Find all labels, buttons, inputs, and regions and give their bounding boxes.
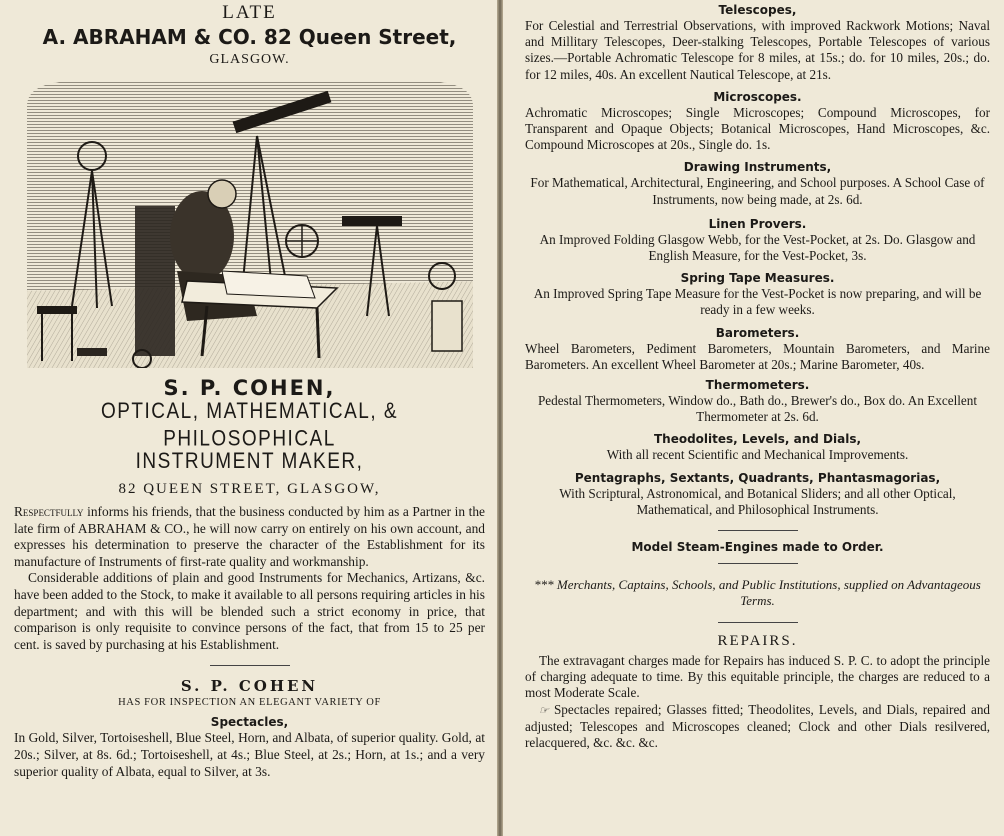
repairs-text: The extravagant charges made for Repairs has induced S. P. C. to adopt the principle of charging adequate to time. By this equitable principle, the charges are reduced to a most Moderate Scale. xyxy=(525,653,990,701)
abraham-address: A. ABRAHAM & CO. 82 Queen Street, xyxy=(42,25,457,49)
spring-text: An Improved Spring Tape Measure for the Vest-Pocket is now preparing, and will be ready in a few weeks. xyxy=(533,286,982,318)
drawing-text: For Mathematical, Architectural, Engineering, and School purposes. A School Case of Instruments, now being made, at 2s. 6d. xyxy=(530,175,985,207)
microscopes-text: Achromatic Microscopes; Single Microscopes; Compound Microscopes, for Transparent and Opaque Objects; Botanical Microscopes, Hand Microscopes, &c. Compound Microscopes at 20s., Single do. 1s. xyxy=(525,104,990,153)
divider-rule-right-2 xyxy=(718,563,798,564)
barometers-text: Wheel Barometers, Pediment Barometers, Mountain Barometers, and Marine Barometers. An excellent Wheel Barometer at 20s.; Marine Barometer, 40s. xyxy=(525,340,990,372)
left-page xyxy=(0,0,497,836)
spectacles-text: In Gold, Silver, Tortoiseshell, Blue Steel, Horn, and Albata, of superior quality. Gold, at 20s.; Silver, at 8s. 6d.; Tortoiseshell, at 4s.; Blue Steel, at 2s.; Horn, at 1s.; and a very superior quality of Albata, equal to Silver, at 3s. xyxy=(14,730,485,779)
repairs-heading: REPAIRS. xyxy=(717,633,798,650)
steam-engines-heading: Model Steam-Engines made to Order. xyxy=(631,540,884,555)
glasgow-line: GLASGOW. xyxy=(209,52,290,67)
respectfully-paragraph xyxy=(14,504,485,570)
cohen-name: S. P. COHEN, xyxy=(163,376,336,400)
respectfully-text: informs his friends, that the business conducted by him as a Partner in the late firm of ABRAHAM & CO., he will now carry on entirely on his own account, and expresses his determination to preserve the character of the Establishment for its manufacture of Instruments of first-rate quality and workmanship. xyxy=(14,504,485,569)
spectacles-repaired-body: Spectacles repaired; Glasses fitted; Theodolites, Levels, and Dials, repaired and adjusted; Telescopes and Microscopes cleaned; Clock and other Dials resilvered, relacquered, &c. &c. &c. xyxy=(525,701,991,751)
instrument-maker-engraving xyxy=(17,76,483,368)
right-page xyxy=(503,0,1004,836)
queen-street-address: 82 QUEEN STREET, GLASGOW, xyxy=(118,481,381,497)
spectacles-repaired-text xyxy=(525,702,990,752)
pointing-hand-icon: ☞ xyxy=(539,704,549,717)
linen-text: An Improved Folding Glasgow Webb, for the Vest-Pocket, at 2s. Do. Glasgow and English Measure, for the Vest-Pocket, 3s. xyxy=(539,231,976,264)
merchants-note: *** Merchants, Captains, Schools, and Public Institutions, supplied on Advantageous Terms. xyxy=(534,577,981,609)
additions-paragraph: Considerable additions of plain and good Instruments for Mechanics, Artizans, &c. have been added to the Stock, to make it available to all persons requiring articles in his department; and with this will be blended such a strict economy in price, that comparison is only requisite to convince persons of the fact, that from 15 to 25 per cent. is saved by purchasing at his Establishment. xyxy=(14,570,485,652)
linen-heading: Linen Provers. xyxy=(708,216,807,231)
thermometers-heading: Thermometers. xyxy=(705,378,810,393)
pentagraphs-text: With Scriptural, Astronomical, and Botanical Sliders; and all other Optical, Mathematical, and Philosophical Instruments. xyxy=(559,485,956,517)
spectacles-heading: Spectacles, xyxy=(210,715,289,730)
microscopes-heading: Microscopes. xyxy=(713,89,802,104)
theodolites-text: With all recent Scientific and Mechanical Improvements. xyxy=(606,447,909,463)
pentagraphs-heading: Pentagraphs, Sextants, Quadrants, Phantasmagorias, xyxy=(574,470,941,485)
respectfully-lead: Respectfully xyxy=(14,504,84,519)
divider-rule-right-1 xyxy=(718,530,798,531)
theodolites-heading: Theodolites, Levels, and Dials, xyxy=(653,432,862,447)
thermometers-text: Pedestal Thermometers, Window do., Bath do., Brewer's do., Box do. An Excellent Thermometer at 2s. 6d. xyxy=(537,393,978,425)
divider-rule xyxy=(210,665,290,666)
optical-title: OPTICAL, MATHEMATICAL, & PHILOSOPHICAL xyxy=(100,399,399,452)
inspection-line: HAS FOR INSPECTION AN ELEGANT VARIETY OF xyxy=(118,697,381,709)
late-heading: LATE xyxy=(222,2,277,23)
divider-rule-right-3 xyxy=(718,622,798,623)
telescopes-heading: Telescopes, xyxy=(718,3,797,17)
telescopes-text: For Celestial and Terrestrial Observations, with improved Rackwork Motions; Naval and Millitary Telescopes, Deer-stalking Telescopes, Portable Telescopes of various sizes.—Portable Achromatic Telescope for 8 miles, at 15s.; do. for 10 miles, 20s.; do. for 12 miles, 40s. An excellent Nautical Telescope, at 21s. xyxy=(525,18,990,82)
spc-heading: S. P. COHEN xyxy=(180,677,319,696)
spring-heading: Spring Tape Measures. xyxy=(680,271,835,286)
instrument-maker-title: INSTRUMENT MAKER, xyxy=(135,449,364,474)
barometers-heading: Barometers. xyxy=(715,325,800,340)
drawing-heading: Drawing Instruments, xyxy=(683,160,832,175)
